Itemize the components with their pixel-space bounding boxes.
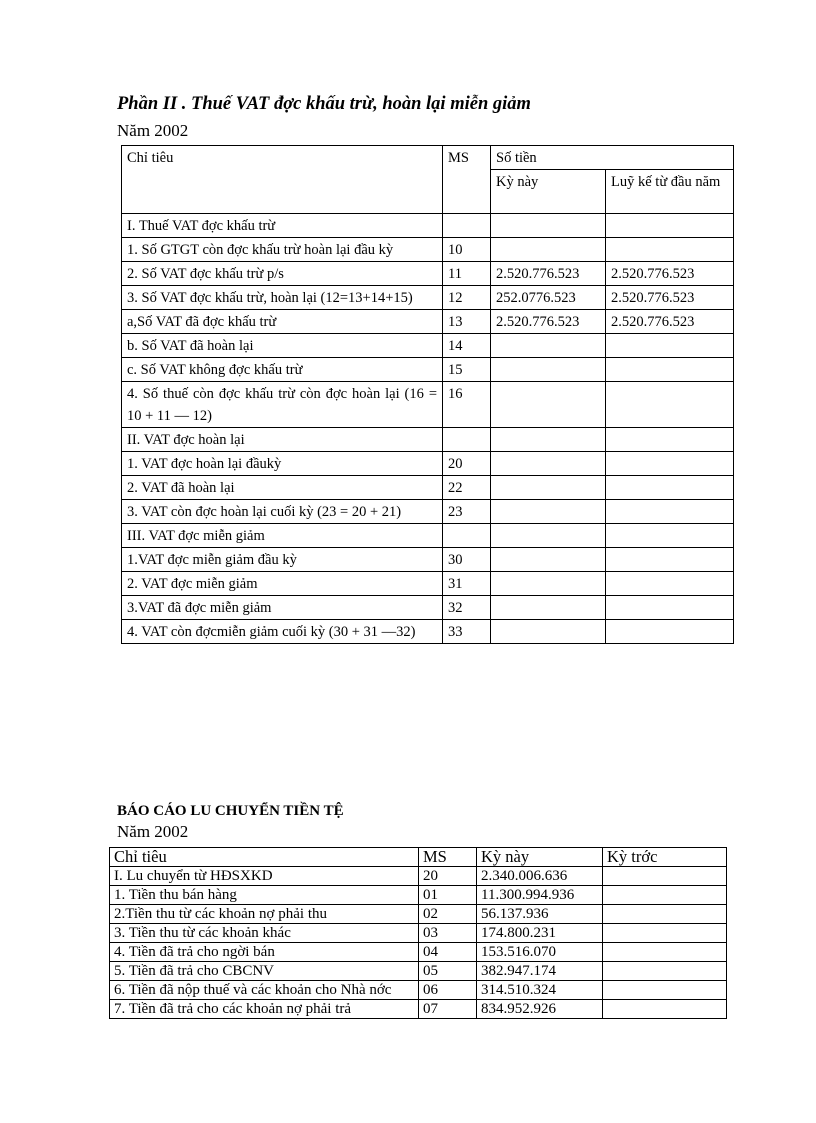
cashflow-table-row xyxy=(110,867,727,886)
vat-row-ky-nay: 2.520.776.523 xyxy=(491,310,606,334)
cashflow-row-label: 4. Tiền đã trả cho ngời bán xyxy=(110,943,419,962)
vat-row-luy-ke xyxy=(606,452,734,476)
vat-row-ky-nay xyxy=(491,596,606,620)
cashflow-header-ky-nay: Kỳ này xyxy=(477,848,603,867)
vat-row-label: 2. VAT đã hoàn lại xyxy=(122,476,443,500)
vat-row-luy-ke xyxy=(606,358,734,382)
vat-row-luy-ke xyxy=(606,428,734,452)
cashflow-row-ky-nay: 56.137.936 xyxy=(477,905,603,924)
vat-row-luy-ke xyxy=(606,524,734,548)
vat-row-ky-nay xyxy=(491,524,606,548)
cashflow-row-ms: 04 xyxy=(419,943,477,962)
vat-row-label: 4. Số thuế còn đợc khấu trừ còn đợc hoàn lại (16 = 10 + 11 — 12) xyxy=(122,382,443,428)
vat-header-luy-ke: Luỹ kế từ đầu năm xyxy=(606,170,734,214)
vat-row-label: 3.VAT đã đợc miễn giảm xyxy=(122,596,443,620)
vat-row-luy-ke xyxy=(606,382,734,428)
vat-row-label: 2. VAT đợc miễn giảm xyxy=(122,572,443,596)
cashflow-header-ky-truoc: Kỳ trớc xyxy=(603,848,727,867)
vat-row-ky-nay xyxy=(491,620,606,644)
cashflow-table-row xyxy=(110,905,727,924)
vat-row-ms: 30 xyxy=(443,548,491,572)
cashflow-row-ky-truoc xyxy=(603,1000,727,1019)
vat-table-row xyxy=(122,382,734,428)
vat-table-row xyxy=(122,286,734,310)
vat-row-luy-ke xyxy=(606,572,734,596)
vat-row-label: c. Số VAT không đợc khấu trừ xyxy=(122,358,443,382)
cashflow-row-ky-nay: 174.800.231 xyxy=(477,924,603,943)
vat-table xyxy=(121,145,734,644)
vat-row-ms: 13 xyxy=(443,310,491,334)
vat-row-luy-ke xyxy=(606,476,734,500)
vat-table-row xyxy=(122,596,734,620)
cashflow-row-ms: 03 xyxy=(419,924,477,943)
section1-year: Năm 2002 xyxy=(117,121,189,140)
vat-table-row xyxy=(122,524,734,548)
vat-row-ms xyxy=(443,524,491,548)
vat-table-row xyxy=(122,500,734,524)
vat-row-ms: 16 xyxy=(443,382,491,428)
vat-row-ms: 14 xyxy=(443,334,491,358)
vat-row-ky-nay xyxy=(491,214,606,238)
cashflow-table-row xyxy=(110,962,727,981)
cashflow-row-ky-nay: 834.952.926 xyxy=(477,1000,603,1019)
cashflow-table-row xyxy=(110,981,727,1000)
section1-title: Phần II . Thuế VAT đợc khấu trừ, hoàn lại miễn giảm xyxy=(117,94,531,114)
vat-row-ms: 33 xyxy=(443,620,491,644)
cashflow-row-label: 1. Tiền thu bán hàng xyxy=(110,886,419,905)
cashflow-row-ms: 06 xyxy=(419,981,477,1000)
vat-row-ky-nay xyxy=(491,572,606,596)
cashflow-table-row xyxy=(110,886,727,905)
section2-title: BÁO CÁO LU CHUYỂN TIỀN TỆ xyxy=(117,803,344,819)
vat-table-row xyxy=(122,334,734,358)
cashflow-row-ky-nay: 11.300.994.936 xyxy=(477,886,603,905)
vat-row-luy-ke xyxy=(606,548,734,572)
vat-row-luy-ke xyxy=(606,620,734,644)
vat-row-ms: 10 xyxy=(443,238,491,262)
vat-row-ms xyxy=(443,214,491,238)
vat-row-ms: 15 xyxy=(443,358,491,382)
cashflow-row-ms: 05 xyxy=(419,962,477,981)
vat-table-row xyxy=(122,238,734,262)
vat-row-luy-ke: 2.520.776.523 xyxy=(606,262,734,286)
vat-row-ms: 32 xyxy=(443,596,491,620)
cashflow-table xyxy=(109,847,727,1019)
section2-year: Năm 2002 xyxy=(117,822,189,841)
cashflow-row-label: 5. Tiền đã trả cho CBCNV xyxy=(110,962,419,981)
vat-row-ms: 20 xyxy=(443,452,491,476)
cashflow-table-row xyxy=(110,924,727,943)
vat-table-row xyxy=(122,548,734,572)
vat-header-chi-tieu: Chỉ tiêu xyxy=(122,146,443,214)
vat-table-row xyxy=(122,572,734,596)
vat-table-row xyxy=(122,358,734,382)
vat-header-ky-nay: Kỳ này xyxy=(491,170,606,214)
vat-row-label: 1.VAT đợc miễn giảm đầu kỳ xyxy=(122,548,443,572)
vat-table-row xyxy=(122,214,734,238)
cashflow-row-ms: 07 xyxy=(419,1000,477,1019)
vat-table-row xyxy=(122,620,734,644)
vat-header-ms: MS xyxy=(443,146,491,214)
vat-row-luy-ke: 2.520.776.523 xyxy=(606,286,734,310)
cashflow-header-chi-tieu: Chỉ tiêu xyxy=(110,848,419,867)
cashflow-row-label: 7. Tiền đã trả cho các khoản nợ phải trả xyxy=(110,1000,419,1019)
cashflow-table-row xyxy=(110,1000,727,1019)
cashflow-row-label: 3. Tiền thu từ các khoản khác xyxy=(110,924,419,943)
vat-row-ms: 31 xyxy=(443,572,491,596)
vat-row-ms: 11 xyxy=(443,262,491,286)
vat-row-luy-ke xyxy=(606,238,734,262)
vat-row-ms: 12 xyxy=(443,286,491,310)
vat-row-label: b. Số VAT đã hoàn lại xyxy=(122,334,443,358)
vat-row-label: 1. VAT đợc hoàn lại đầukỳ xyxy=(122,452,443,476)
vat-row-ky-nay xyxy=(491,452,606,476)
vat-row-luy-ke: 2.520.776.523 xyxy=(606,310,734,334)
vat-row-label: 3. Số VAT đợc khấu trừ, hoàn lại (12=13+14+15) xyxy=(122,286,443,310)
vat-row-ms: 22 xyxy=(443,476,491,500)
vat-table-row xyxy=(122,310,734,334)
vat-row-luy-ke xyxy=(606,596,734,620)
cashflow-row-label: I. Lu chuyển từ HĐSXKD xyxy=(110,867,419,886)
vat-row-ky-nay: 2.520.776.523 xyxy=(491,262,606,286)
vat-row-ky-nay: 252.0776.523 xyxy=(491,286,606,310)
cashflow-row-ky-nay: 2.340.006.636 xyxy=(477,867,603,886)
vat-row-ky-nay xyxy=(491,358,606,382)
vat-row-ky-nay xyxy=(491,334,606,358)
vat-row-label: II. VAT đợc hoàn lại xyxy=(122,428,443,452)
cashflow-header-ms: MS xyxy=(419,848,477,867)
vat-row-label: III. VAT đợc miễn giảm xyxy=(122,524,443,548)
cashflow-row-label: 2.Tiền thu từ các khoản nợ phải thu xyxy=(110,905,419,924)
cashflow-row-ky-truoc xyxy=(603,886,727,905)
cashflow-row-ms: 01 xyxy=(419,886,477,905)
vat-table-row xyxy=(122,476,734,500)
vat-row-label: I. Thuế VAT đợc khấu trừ xyxy=(122,214,443,238)
vat-row-luy-ke xyxy=(606,214,734,238)
cashflow-table-row xyxy=(110,943,727,962)
vat-row-label: 1. Số GTGT còn đợc khấu trừ hoàn lại đầu kỳ xyxy=(122,238,443,262)
vat-row-ky-nay xyxy=(491,476,606,500)
vat-row-ky-nay xyxy=(491,548,606,572)
vat-row-ky-nay xyxy=(491,238,606,262)
vat-header-so-tien: Số tiền xyxy=(491,146,734,170)
cashflow-row-ky-truoc xyxy=(603,924,727,943)
cashflow-row-label: 6. Tiền đã nộp thuế và các khoản cho Nhà nớc xyxy=(110,981,419,1000)
vat-table-row xyxy=(122,428,734,452)
cashflow-row-ky-truoc xyxy=(603,943,727,962)
cashflow-row-ky-truoc xyxy=(603,905,727,924)
vat-table-row xyxy=(122,262,734,286)
vat-row-luy-ke xyxy=(606,334,734,358)
vat-row-label: a,Số VAT đã đợc khấu trừ xyxy=(122,310,443,334)
cashflow-row-ky-truoc xyxy=(603,962,727,981)
vat-row-label: 3. VAT còn đợc hoàn lại cuối kỳ (23 = 20 + 21) xyxy=(122,500,443,524)
vat-table-row xyxy=(122,452,734,476)
cashflow-row-ky-nay: 382.947.174 xyxy=(477,962,603,981)
vat-row-ms: 23 xyxy=(443,500,491,524)
cashflow-row-ky-truoc xyxy=(603,981,727,1000)
vat-row-label: 4. VAT còn đợcmiễn giảm cuối kỳ (30 + 31 —32) xyxy=(122,620,443,644)
vat-row-ms xyxy=(443,428,491,452)
cashflow-row-ky-truoc xyxy=(603,867,727,886)
cashflow-row-ky-nay: 153.516.070 xyxy=(477,943,603,962)
cashflow-row-ms: 02 xyxy=(419,905,477,924)
cashflow-row-ky-nay: 314.510.324 xyxy=(477,981,603,1000)
vat-row-label: 2. Số VAT đợc khấu trừ p/s xyxy=(122,262,443,286)
vat-row-ky-nay xyxy=(491,428,606,452)
vat-row-luy-ke xyxy=(606,500,734,524)
vat-row-ky-nay xyxy=(491,382,606,428)
cashflow-row-ms: 20 xyxy=(419,867,477,886)
vat-row-ky-nay xyxy=(491,500,606,524)
